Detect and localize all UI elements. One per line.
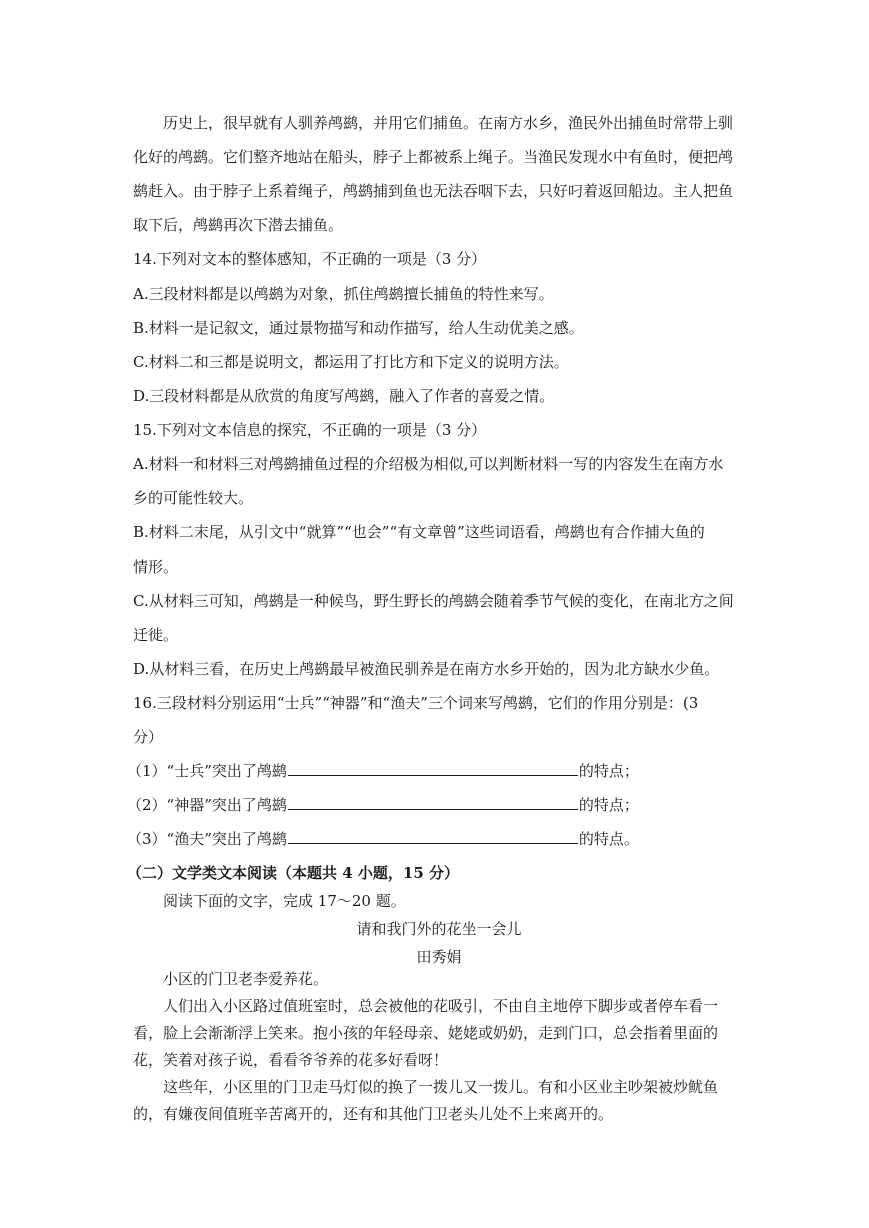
question-15-option-c-line-2: 迁徙。 (133, 626, 179, 644)
article-paragraph-3: 这些年，小区里的门卫走马灯似的换了一拨儿又一拨儿。有和小区业主吵架被炒鱿鱼的，有嫌夜间值班辛苦离开的，还有和其他门卫老头儿处不上来离开的。 (133, 1078, 719, 1123)
blank-prefix: （3）“渔夫”突出了鸬鹚 (127, 830, 287, 848)
blank-prefix: （1）“士兵”突出了鸬鹚 (127, 762, 287, 780)
answer-blank-3[interactable] (288, 829, 578, 844)
article-author: 田秀娟 (416, 948, 462, 966)
question-14-option-d: D.三段材料都是从欣赏的角度写鸬鹚，融入了作者的喜爱之情。 (133, 387, 555, 405)
answer-blank-1[interactable] (288, 761, 578, 776)
blank-suffix: 的特点； (578, 796, 639, 814)
answer-blank-2[interactable] (288, 795, 578, 810)
question-15-option-b-line-1: B.材料二末尾，从引文中“就算”“也会”“有文章曾”这些词语看，鸬鹚也有合作捕大鱼的 (133, 523, 705, 541)
article-body (133, 966, 745, 1128)
section-2-heading: （二）文学类文本阅读（本题共 4 小题，15 分） (127, 864, 459, 882)
question-15-option-d: D.从材料三看，在历史上鸬鹚最早被渔民驯养是在南方水乡开始的，因为北方缺水少鱼。 (133, 660, 720, 678)
material3-line-4: 取下后，鸬鹚再次下潜去捕鱼。 (133, 216, 344, 234)
question-15-stem: 15.下列对文本信息的探究，不正确的一项是（3 分） (133, 421, 487, 439)
article-title: 请和我门外的花坐一会儿 (356, 920, 522, 938)
question-15-option-a-line-1: A.材料一和材料三对鸬鹚捕鱼过程的介绍极为相似,可以判断材料一写的内容发生在南方水 (133, 455, 724, 473)
question-15-option-c-line-1: C.从材料三可知，鸬鹚是一种候鸟，野生野长的鸬鹚会随着季节气候的变化，在南北方之间 (133, 592, 734, 610)
question-15-option-a-line-2: 乡的可能性较大。 (133, 489, 254, 507)
question-16-blank-row-3 (127, 828, 639, 849)
question-16-blank-row-2 (127, 794, 639, 815)
question-16-blank-row-1 (127, 760, 639, 781)
question-14-stem: 14.下列对文本的整体感知，不正确的一项是（3 分） (133, 250, 487, 268)
question-14-option-c: C.材料二和三都是说明文，都运用了打比方和下定义的说明方法。 (133, 353, 569, 371)
section-2-instruction: 阅读下面的文字，完成 17～20 题。 (163, 892, 406, 910)
question-15-option-b-line-2: 情形。 (133, 558, 179, 576)
blank-suffix: 的特点。 (578, 830, 639, 848)
article-paragraph-1: 小区的门卫老李爱养花。 (163, 970, 329, 988)
blank-prefix: （2）“神器”突出了鸬鹚 (127, 796, 287, 814)
article-paragraph-2: 人们出入小区路过值班室时，总会被他的花吸引，不由自主地停下脚步或者停车看一看，脸上会渐渐浮上笑来。抱小孩的年轻母亲、姥姥或奶奶，走到门口，总会指着里面的花，笑着对孩子说，看看爷爷养的花多好看呀！ (133, 997, 719, 1069)
question-16-stem-line-2: 分） (133, 728, 164, 746)
question-16-stem-line-1: 16.三段材料分别运用“士兵”“神器”和“渔夫”三个词来写鸬鹚，它们的作用分别是：(3 (133, 694, 699, 712)
question-14-option-a: A.三段材料都是以鸬鹚为对象，抓住鸬鹚擅长捕鱼的特性来写。 (133, 285, 554, 303)
material3-line-2: 化好的鸬鹚。它们整齐地站在船头，脖子上都被系上绳子。当渔民发现水中有鱼时，便把鸬 (133, 148, 734, 166)
blank-suffix: 的特点； (578, 762, 639, 780)
material3-line-1: 历史上，很早就有人驯养鸬鹚，并用它们捕鱼。在南方水乡，渔民外出捕鱼时常带上驯 (163, 114, 734, 132)
question-14-option-b: B.材料一是记叙文，通过景物描写和动作描写，给人生动优美之感。 (133, 319, 584, 337)
material3-line-3: 鹚赶入。由于脖子上系着绳子，鸬鹚捕到鱼也无法吞咽下去，只好叼着返回船边。主人把鱼 (133, 182, 734, 200)
